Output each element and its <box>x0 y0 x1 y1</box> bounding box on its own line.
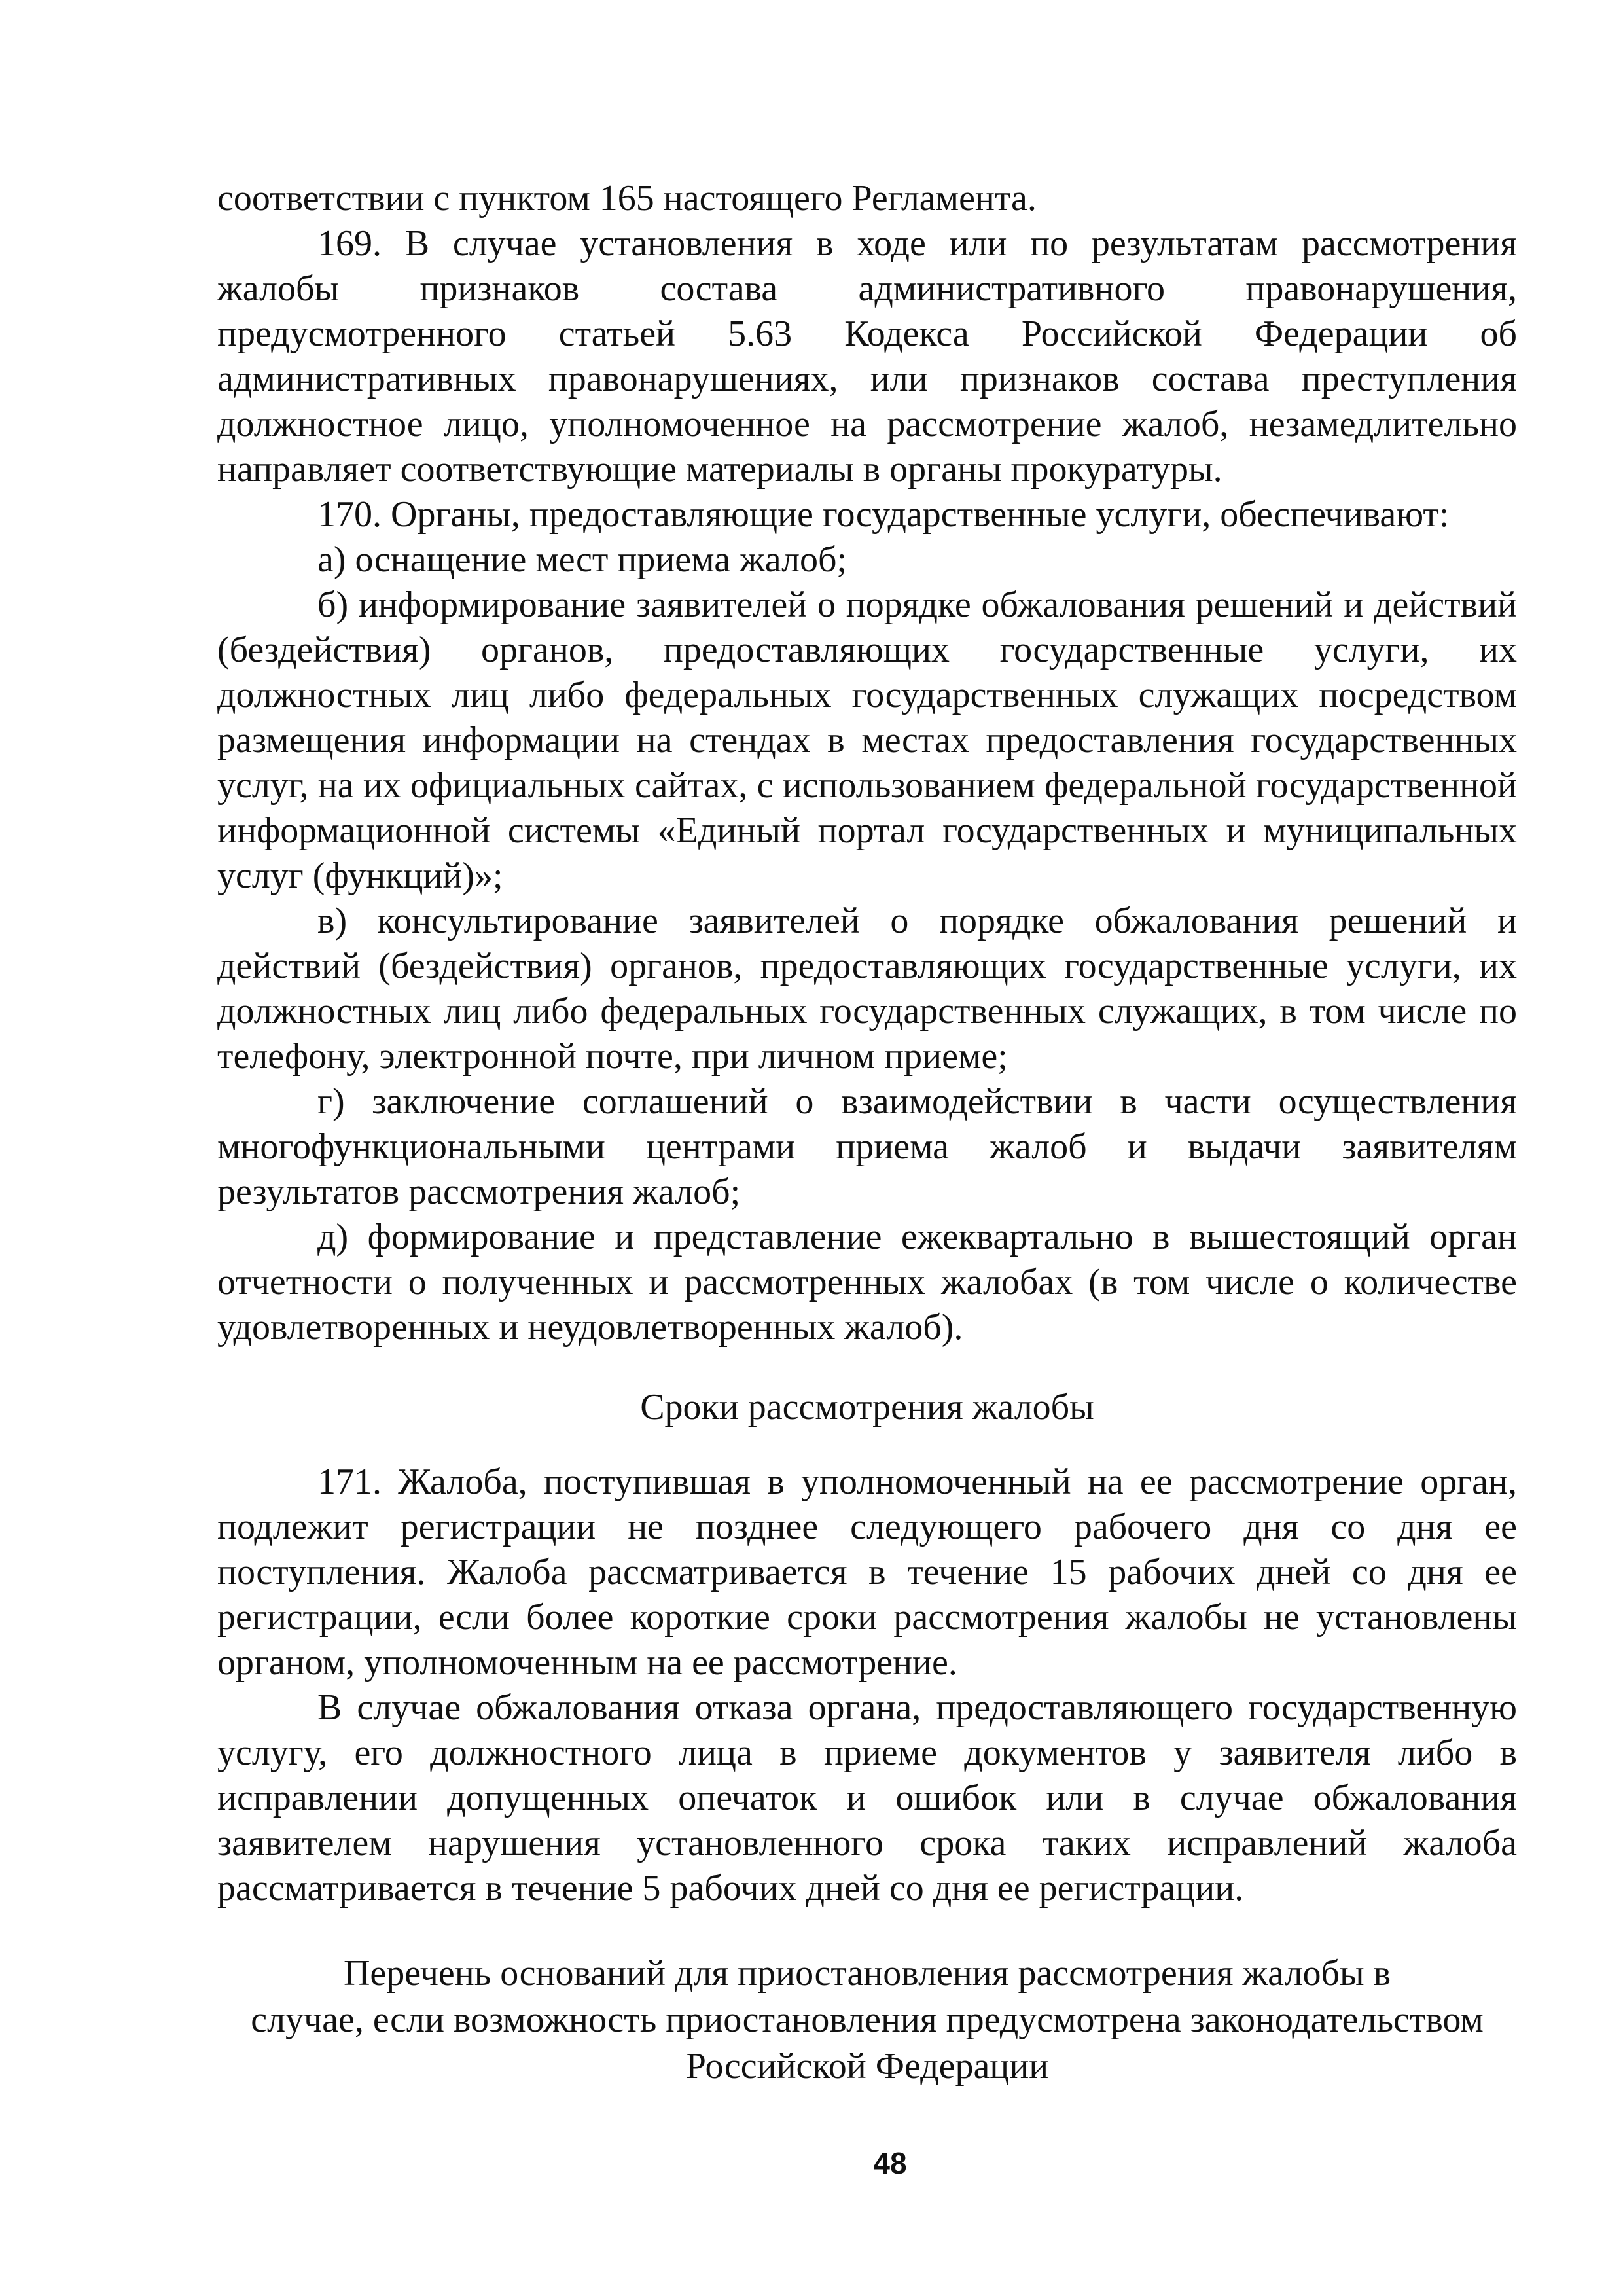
text-block-top <box>217 176 1517 1350</box>
paragraph-171: 171. Жалоба, поступившая в уполномоченный на ее рассмотрение орган, подлежит регистрации не позднее следующего рабочего дня со дня ее поступления. Жалоба рассматривается в течение 15 рабочих дней со дня ее регистрации, если более короткие сроки рассмотрения жалобы не установлены органом, уполномоченным на ее рассмотрение. <box>217 1462 1517 1683</box>
heading-line-3: Российской Федерации <box>685 2046 1049 2087</box>
paragraph-171-refusal: В случае обжалования отказа органа, предоставляющего государственную услугу, его должностного лица в приеме документов у заявителя либо в исправлении допущенных опечаток и ошибок или в случае обжалования заявителем нарушения установленного срока таких исправлений жалоба рассматривается в течение 5 рабочих дней со дня ее регистрации. <box>217 1687 1517 1909</box>
paragraph-170-d: д) формирование и представление ежеквартально в вышестоящий орган отчетности о полученных и рассмотренных жалобах (в том числе о количестве удовлетворенных и неудовлетворенных жалоб). <box>217 1217 1517 1348</box>
paragraph-continuation: соответствии с пунктом 165 настоящего Регламента. <box>217 178 1037 219</box>
paragraph-170-v: в) консультирование заявителей о порядке обжалования решений и действий (бездействия) органов, предоставляющих государственные услуги, их должностных лиц либо федеральных государственных служащих, в том числе по телефону, электронной почте, при личном приеме; <box>217 901 1517 1077</box>
paragraph-170-b: б) информирование заявителей о порядке обжалования решений и действий (бездействия) органов, предоставляющих государственные услуги, их должностных лиц либо федеральных государственных служащих посредством размещения информации на стендах в местах предоставления государственных услуг, на их официальных сайтах, с использованием федеральной государственной информационной системы «Единый портал государственных и муниципальных услуг (функций)»; <box>217 584 1517 896</box>
page-number: 48 <box>873 2146 907 2180</box>
paragraph-170: 170. Органы, предоставляющие государственные услуги, обеспечивают: <box>317 494 1450 535</box>
section-heading-suspension-grounds <box>164 1950 1571 2090</box>
heading-line-2: случае, если возможность приостановления предусмотрена законодательством <box>251 2000 1484 2040</box>
paragraph-170-g: г) заключение соглашений о взаимодействии в части осуществления многофункциональными центрами приема жалоб и выдачи заявителям результатов рассмотрения жалоб; <box>217 1081 1517 1212</box>
text-block-middle <box>217 1460 1517 1911</box>
section-heading-deadlines: Сроки рассмотрения жалобы <box>640 1387 1094 1427</box>
paragraph-170-a: а) оснащение мест приема жалоб; <box>317 539 847 580</box>
heading-line-1: Перечень оснований для приостановления рассмотрения жалобы в <box>343 1953 1391 1994</box>
paragraph-169: 169. В случае установления в ходе или по результатам рассмотрения жалобы признаков состава административного правонарушения, предусмотренного статьей 5.63 Кодекса Российской Федерации об административных правонарушениях, или признаков состава преступления должностное лицо, уполномоченное на рассмотрение жалоб, незамедлительно направляет соответствующие материалы в органы прокуратуры. <box>217 223 1517 490</box>
